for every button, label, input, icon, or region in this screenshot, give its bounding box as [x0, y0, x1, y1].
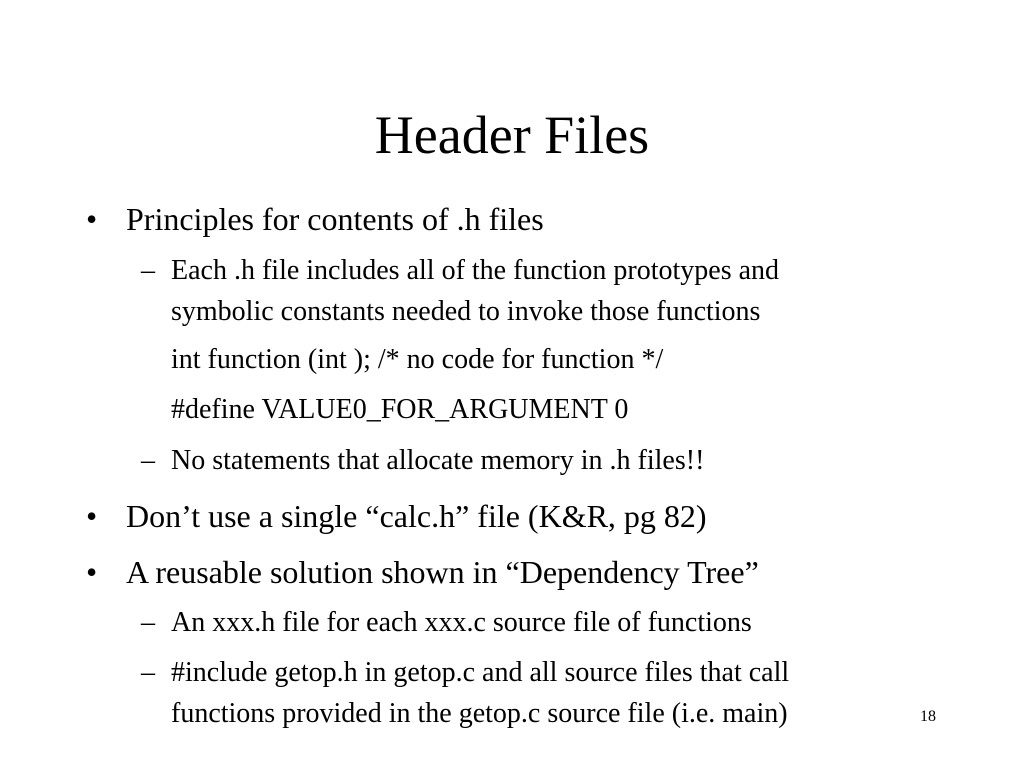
slide-number: 18 — [920, 708, 936, 725]
sub-bullet-text-each-h-file-line1: Each .h file includes all of the function prototypes and — [171, 255, 780, 286]
sub-bullet-marker: – — [141, 445, 155, 476]
example-prototype-line: int function (int ); /* no code for function */ — [171, 344, 664, 375]
example-define-line: #define VALUE0_FOR_ARGUMENT 0 — [171, 394, 629, 425]
sub-bullet-marker: – — [141, 657, 155, 688]
sub-bullet-text-include-getop-line1: #include getop.h in getop.c and all source files that call — [171, 657, 790, 688]
sub-bullet-text-xxx-h-file: An xxx.h file for each xxx.c source file of functions — [171, 607, 752, 638]
bullet-text-calc-h: Don’t use a single “calc.h” file (K&R, pg 82) — [126, 498, 707, 534]
bullet-text-principles: Principles for contents of .h files — [126, 201, 544, 237]
bullet-marker: • — [86, 554, 98, 590]
sub-bullet-marker: – — [141, 607, 155, 638]
sub-bullet-text-include-getop-line2: functions provided in the getop.c source file (i.e. main) — [171, 698, 788, 729]
bullet-text-reusable-solution: A reusable solution shown in “Dependency Tree” — [126, 554, 759, 590]
sub-bullet-text-no-statements: No statements that allocate memory in .h files!! — [171, 445, 705, 476]
bullet-marker: • — [86, 201, 98, 237]
sub-bullet-marker: – — [141, 255, 155, 286]
bullet-marker: • — [86, 498, 98, 534]
sub-bullet-text-each-h-file-line2: symbolic constants needed to invoke those functions — [171, 296, 761, 327]
slide-title: Header Files — [374, 105, 650, 165]
